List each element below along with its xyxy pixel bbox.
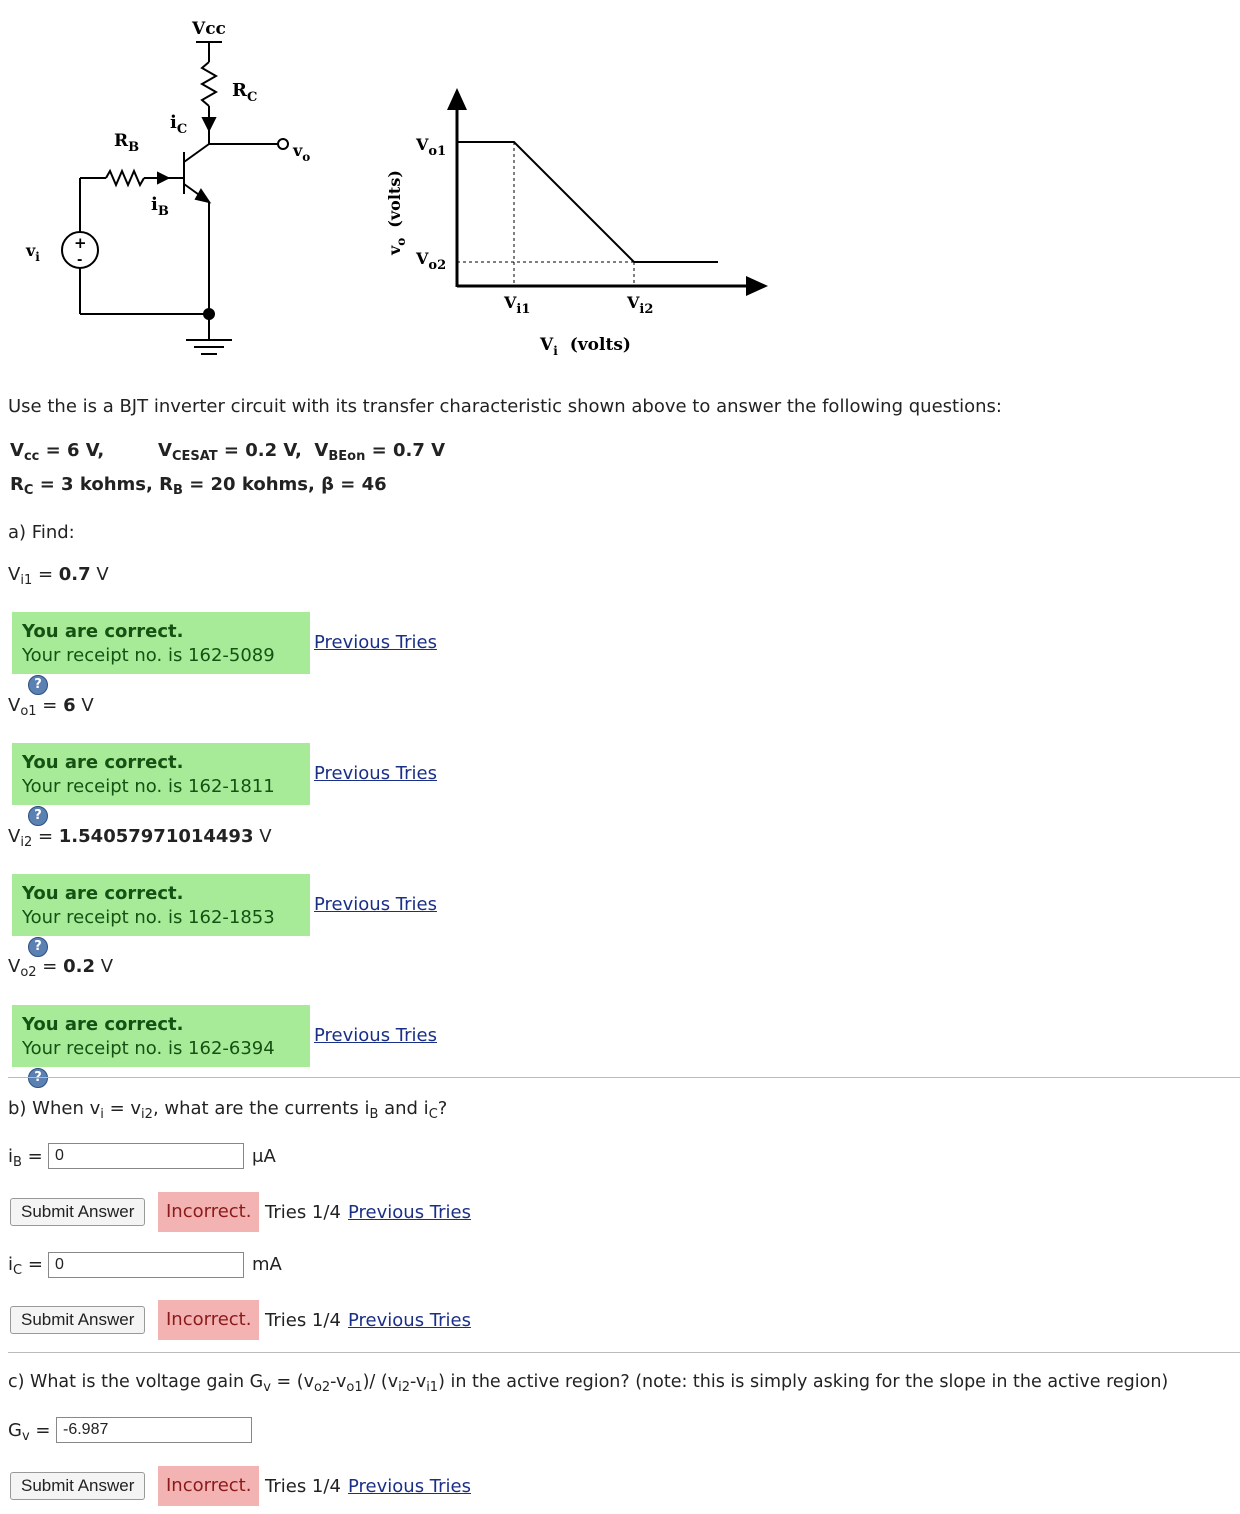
- params-line-1: $V_{cc} = 6$ V,: [10, 440, 105, 464]
- svg-text:iC: $i_C$: [170, 112, 188, 137]
- incorrect-feedback-ic: Incorrect.: [158, 1300, 259, 1340]
- svg-text:Vi(volts): $V_i$ (volts): [540, 335, 631, 358]
- params-line-1b: $V_{CESAT} = 0.2$ V, $V_{BEon} = 0.7$ V: [158, 440, 446, 464]
- plus-sign: +: [74, 234, 87, 252]
- gv-input[interactable]: -6.987: [56, 1417, 252, 1443]
- previous-tries-link-vo2[interactable]: Previous Tries: [314, 1025, 437, 1046]
- svg-text:vo(volts): $v_o(volts)$: [385, 170, 408, 255]
- answer-vo1: $V_{o1} = 6$ V: [8, 695, 94, 719]
- previous-tries-link-vi2[interactable]: Previous Tries: [314, 894, 437, 915]
- minus-sign: -: [77, 253, 83, 268]
- vo1-label: V: [416, 135, 429, 154]
- ib-label: i: [151, 194, 158, 215]
- vo-label: v: [293, 141, 303, 160]
- previous-tries-link-gv[interactable]: Previous Tries: [348, 1476, 471, 1497]
- incorrect-feedback-ib: Incorrect.: [158, 1192, 259, 1232]
- svg-text:RC: $R_C$: [232, 80, 258, 105]
- part-b-question: b) When $v_i = v_{i2}$, what are the currents $i_B$ and $i_C$?: [8, 1098, 448, 1122]
- previous-tries-link-vo1[interactable]: Previous Tries: [314, 763, 437, 784]
- incorrect-feedback-gv: Incorrect.: [158, 1466, 259, 1506]
- part-c-question: c) What is the voltage gain $G_v = (v_{o2}-v_{o1})/$ $(v_{i2}-v_{i1})$ in the active region? (note: this is simply asking for the slope in the active region): [8, 1372, 1169, 1395]
- vi1-label: V: [504, 293, 517, 312]
- svg-text:Vo2: $V_{o2}$: [416, 249, 447, 273]
- ic-input[interactable]: 0: [48, 1252, 244, 1278]
- help-icon[interactable]: ?: [28, 1068, 48, 1088]
- answer-vi1: $V_{i1} = 0.7$ V: [8, 564, 109, 588]
- previous-tries-link-ic[interactable]: Previous Tries: [348, 1310, 471, 1331]
- help-icon[interactable]: ?: [28, 806, 48, 826]
- answer-vo2: $V_{o2} = 0.2$ V: [8, 956, 114, 980]
- y-axis-label: v: [385, 245, 404, 255]
- tries-count-ib: Tries 1/4: [265, 1202, 341, 1223]
- svg-text:Vo1: $V_{o1}$: [416, 135, 447, 159]
- vcc-label: Vcc: [192, 19, 226, 39]
- tries-count-gv: Tries 1/4: [265, 1476, 341, 1497]
- params-line-2: $R_C = 3$ kohms, $R_B = 20$ kohms, β = 46: [10, 474, 387, 498]
- submit-answer-button-ic[interactable]: Submit Answer: [10, 1306, 145, 1334]
- correct-feedback-vi2: You are correct. Your receipt no. is 162-1853?: [12, 874, 310, 936]
- rc-label: R: [232, 80, 247, 101]
- part-a-heading: a) Find:: [8, 522, 75, 543]
- correct-feedback-vi1: You are correct. Your receipt no. is 162-5089?: [12, 612, 310, 674]
- help-icon[interactable]: ?: [28, 675, 48, 695]
- ic-label: i: [170, 112, 177, 133]
- divider: [8, 1352, 1240, 1353]
- previous-tries-link-vi1[interactable]: Previous Tries: [314, 632, 437, 653]
- svg-text:vo: $v_o$: [293, 141, 311, 164]
- svg-text:vi: $v_i$: [26, 241, 40, 264]
- rb-label: R: [114, 131, 129, 151]
- correct-feedback-vo2: You are correct. Your receipt no. is 162-6394?: [12, 1005, 310, 1067]
- submit-answer-button-ib[interactable]: Submit Answer: [10, 1198, 145, 1226]
- answer-vi2: $V_{i2} = 1.54057971014493$ V: [8, 826, 272, 850]
- svg-text:RB: $R_B$: [114, 131, 140, 155]
- svg-text:iB: $i_B$: [151, 194, 169, 219]
- svg-text:Vi1: $V_{i1}$: [504, 293, 531, 317]
- bjt-inverter-figure: [0, 0, 800, 370]
- intro-text: Use the is a BJT inverter circuit with its transfer characteristic shown above to answer the following questions:: [8, 396, 1002, 417]
- vo2-label: V: [416, 249, 429, 268]
- help-icon[interactable]: ?: [28, 937, 48, 957]
- tries-count-ic: Tries 1/4: [265, 1310, 341, 1331]
- previous-tries-link-ib[interactable]: Previous Tries: [348, 1202, 471, 1223]
- correct-feedback-vo1: You are correct. Your receipt no. is 162-1811?: [12, 743, 310, 805]
- divider: [8, 1077, 1240, 1078]
- gv-label: $G_v$ =: [8, 1420, 51, 1444]
- ic-label: $i_C$ =: [8, 1254, 43, 1278]
- vi-label: v: [26, 241, 36, 260]
- svg-text:Vi2: $V_{i2}$: [627, 293, 654, 317]
- ib-label: $i_B$ =: [8, 1146, 43, 1170]
- ib-input[interactable]: 0: [48, 1143, 244, 1169]
- x-axis-label: V: [540, 335, 554, 355]
- ib-unit: μA: [252, 1146, 276, 1167]
- submit-answer-button-gv[interactable]: Submit Answer: [10, 1472, 145, 1500]
- ic-unit: mA: [252, 1254, 282, 1275]
- vi2-label: V: [627, 293, 640, 312]
